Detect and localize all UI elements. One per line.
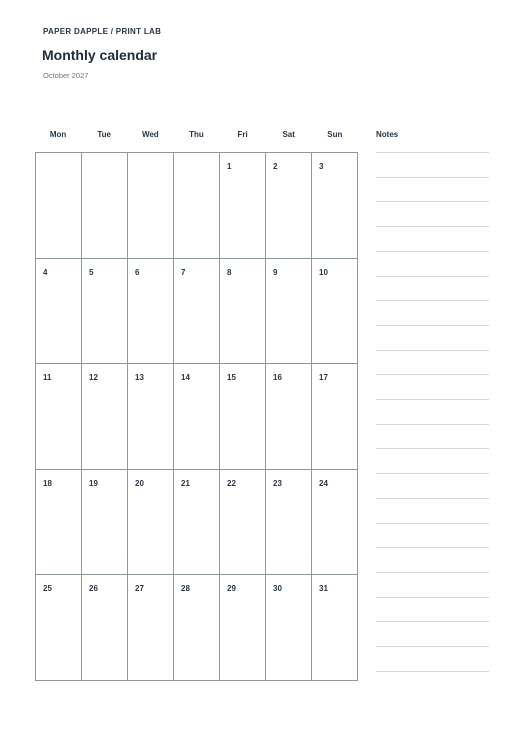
month-subtitle: October 2027 [43, 71, 89, 80]
day-number: 14 [181, 373, 190, 383]
note-line [376, 399, 489, 400]
day-number: 5 [89, 267, 94, 277]
day-number: 11 [43, 373, 52, 383]
notes-heading: Notes [376, 130, 399, 139]
day-cell [266, 575, 312, 681]
day-cell [312, 470, 358, 576]
day-cell [312, 575, 358, 681]
day-number: 7 [181, 267, 186, 277]
day-number: 26 [89, 584, 98, 594]
day-number: 6 [135, 267, 140, 277]
note-line [376, 572, 489, 573]
weekday-label: Wed [141, 130, 159, 139]
note-line [376, 226, 489, 227]
day-number: 29 [227, 584, 236, 594]
note-line [376, 473, 489, 474]
day-cell [82, 364, 128, 470]
day-cell [36, 470, 82, 576]
day-cell [312, 259, 358, 365]
day-cell [220, 575, 266, 681]
note-line [376, 498, 489, 499]
day-cell [266, 470, 312, 576]
day-cell [174, 470, 220, 576]
note-line [376, 547, 489, 548]
day-number: 15 [227, 373, 236, 383]
note-line [376, 448, 489, 449]
day-cell [312, 364, 358, 470]
day-number: 3 [319, 162, 324, 171]
page-title: Monthly calendar [42, 47, 158, 63]
day-number: 16 [273, 373, 282, 383]
note-line [376, 325, 489, 326]
day-number: 25 [43, 584, 52, 594]
note-line [376, 671, 489, 672]
day-number: 22 [227, 478, 236, 488]
day-cell [82, 470, 128, 576]
day-cell [128, 575, 174, 681]
day-number: 12 [89, 373, 98, 383]
weekday-header-row [35, 129, 358, 141]
day-number: 28 [181, 584, 190, 594]
day-cell [220, 153, 266, 259]
day-number: 2 [273, 162, 278, 171]
day-cell [220, 470, 266, 576]
day-cell [174, 259, 220, 365]
day-cell [220, 259, 266, 365]
note-line [376, 374, 489, 375]
calendar-grid [35, 152, 358, 681]
day-cell [82, 259, 128, 365]
day-cell [82, 575, 128, 681]
weekday-label: Sat [282, 130, 295, 139]
note-line [376, 424, 489, 425]
day-number: 4 [43, 267, 48, 277]
note-line [376, 621, 489, 622]
note-line [376, 597, 489, 598]
day-cell [174, 364, 220, 470]
day-cell [128, 259, 174, 365]
weekday-label: Mon [49, 130, 67, 139]
weekday-label: Thu [189, 130, 204, 139]
day-number: 24 [319, 478, 328, 488]
note-line [376, 300, 489, 301]
note-line [376, 251, 489, 252]
day-number: 23 [273, 478, 282, 488]
weekday-label: Tue [97, 130, 111, 139]
day-cell [128, 470, 174, 576]
note-line [376, 276, 489, 277]
day-number: 17 [319, 373, 328, 383]
note-line [376, 201, 489, 202]
notes-lines [376, 152, 489, 682]
weekday-label: Sun [327, 130, 343, 139]
day-cell [82, 153, 128, 259]
note-line [376, 350, 489, 351]
day-number: 9 [273, 267, 278, 277]
day-cell [266, 364, 312, 470]
note-line [376, 177, 489, 178]
day-cell [266, 153, 312, 259]
day-cell [312, 153, 358, 259]
day-number: 13 [135, 373, 144, 383]
brand-label: PAPER DAPPLE / PRINT LAB [43, 27, 162, 36]
day-cell [220, 364, 266, 470]
weekday-label: Fri [237, 130, 248, 139]
day-number: 20 [135, 478, 144, 488]
note-line [376, 523, 489, 524]
day-cell [36, 153, 82, 259]
day-cell [128, 364, 174, 470]
note-line [376, 152, 489, 153]
day-number: 19 [89, 478, 98, 488]
note-line [376, 646, 489, 647]
day-number: 1 [227, 162, 232, 171]
day-cell [266, 259, 312, 365]
day-number: 21 [181, 478, 190, 488]
day-number: 8 [227, 267, 232, 277]
day-number: 18 [43, 478, 52, 488]
day-cell [36, 575, 82, 681]
day-number: 10 [319, 267, 328, 277]
day-cell [174, 575, 220, 681]
day-cell [174, 153, 220, 259]
day-cell [128, 153, 174, 259]
day-cell [36, 259, 82, 365]
day-cell [36, 364, 82, 470]
day-number: 30 [273, 584, 282, 594]
day-number: 27 [135, 584, 144, 594]
day-number: 31 [319, 584, 328, 594]
